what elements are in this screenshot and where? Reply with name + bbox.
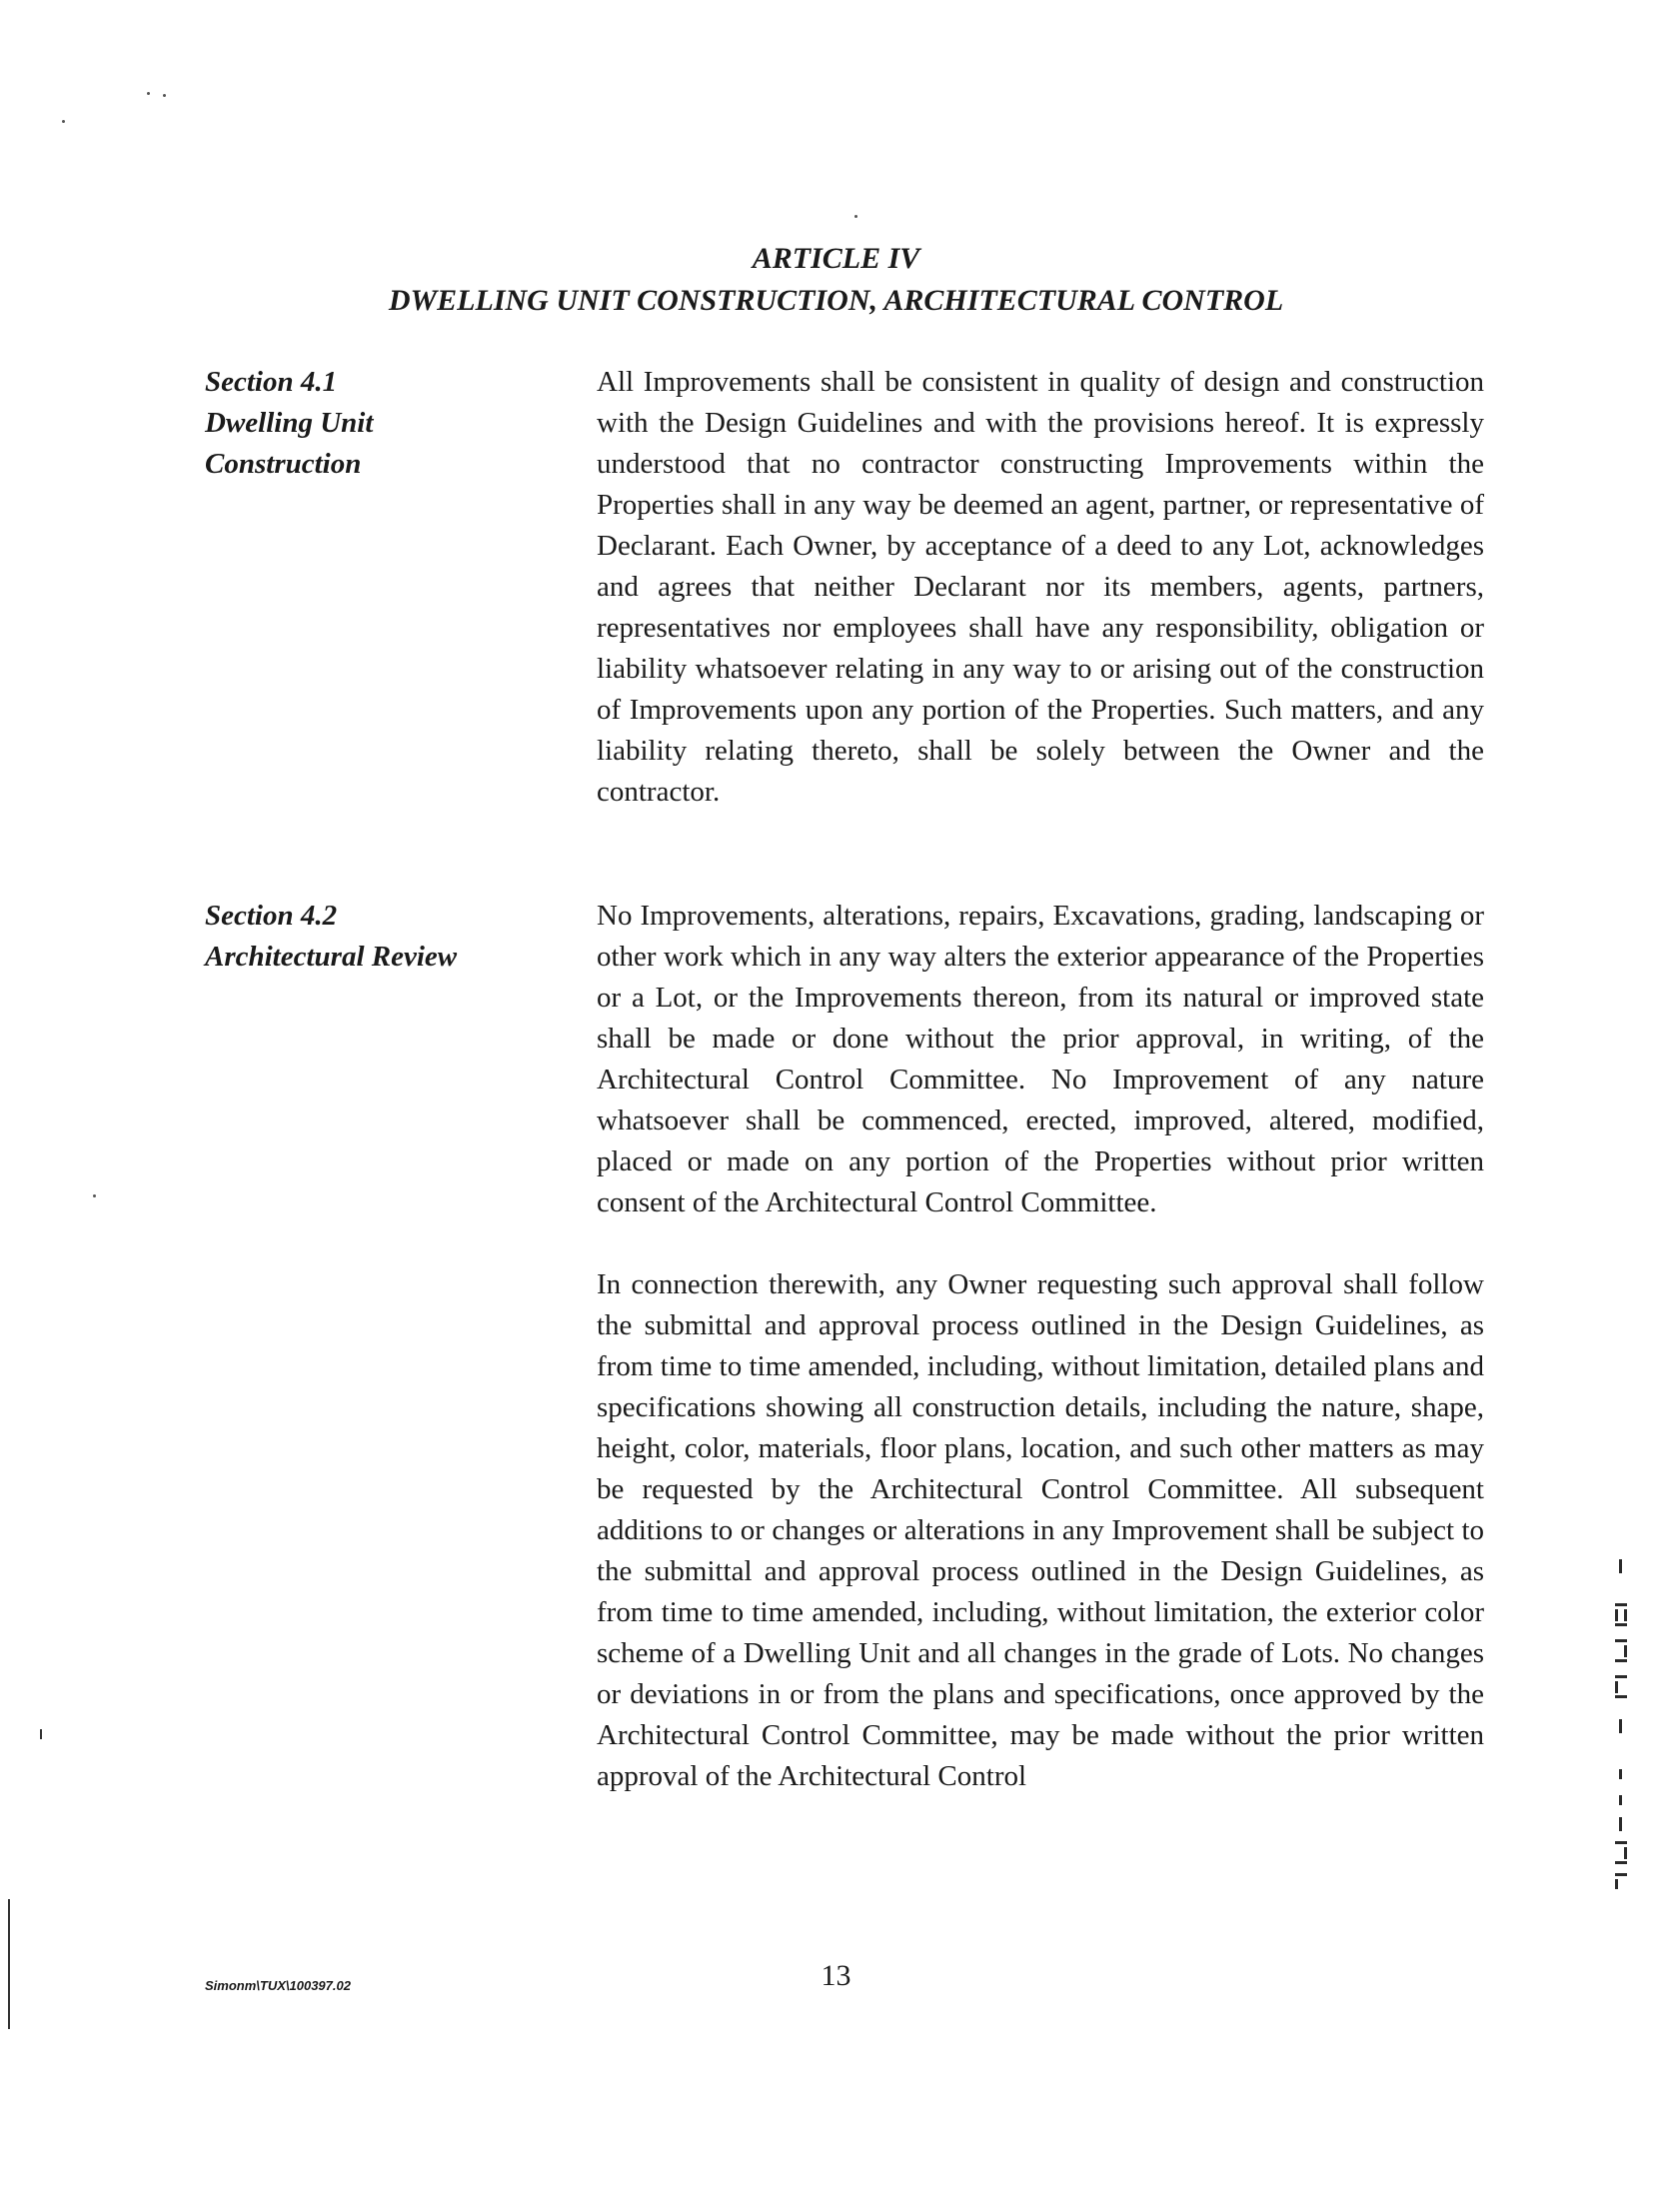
scan-speck: [147, 92, 150, 95]
section-number: Section 4.1: [205, 366, 338, 398]
section-label: [205, 896, 565, 978]
section-label: [205, 362, 565, 485]
file-reference: Simonm\TUX\100397.02: [205, 1978, 351, 1993]
bates-stamp-mark: [1609, 1559, 1633, 1889]
section-title-line: Construction: [205, 448, 362, 480]
section-number: Section 4.2: [205, 900, 338, 932]
article-title: DWELLING UNIT CONSTRUCTION, ARCHITECTURAL CONTROL: [388, 284, 1284, 317]
scan-mark: [40, 1729, 42, 1739]
scan-speck: [62, 120, 65, 123]
section-body: [597, 362, 1484, 813]
article-number: ARTICLE IV: [752, 242, 920, 275]
article-heading: [0, 238, 1672, 322]
page-number: 13: [821, 1959, 851, 1992]
scan-speck: [854, 215, 857, 218]
section-body: [597, 896, 1484, 1797]
section-title-line: Dwelling Unit: [205, 407, 374, 439]
scan-speck: [163, 94, 166, 97]
section-paragraph: No Improvements, alterations, repairs, Excavations, grading, landscaping or other work which in any way alters the exterior appearance of the Properties or a Lot, or the Improvements thereon, from its natural or improved state shall be made or done without the prior approval, in writing, of the Architectural Control Committee. No Improvement of any nature whatsoever shall be commenced, erected, improved, altered, modified, placed or made on any portion of the Properties without prior written consent of the Architectural Control Committee.: [597, 900, 1484, 1218]
scan-speck: [93, 1194, 96, 1197]
section-paragraph: In connection therewith, any Owner requesting such approval shall follow the submittal and approval process outlined in the Design Guidelines, as from time to time amended, including, without limitation, detailed plans and specifications showing all construction details, including the nature, shape, height, color, materials, floor plans, location, and such other matters as may be requested by the Architectural Control Committee. All subsequent additions to or changes or alterations in any Improvement shall be subject to the submittal and approval process outlined in the Design Guidelines, as from time to time amended, including, without limitation, the exterior color scheme of a Dwelling Unit and all changes in the grade of Lots. No changes or deviations in or from the plans and specifications, once approved by the Architectural Control Committee, may be made without the prior written approval of the Architectural Control: [597, 1268, 1484, 1792]
section-paragraph: All Improvements shall be consistent in quality of design and construction with the Design Guidelines and with the provisions hereof. It is expressly understood that no contractor constructing Improvements within the Properties shall in any way be deemed an agent, partner, or representative of Declarant. Each Owner, by acceptance of a deed to any Lot, acknowledges and agrees that neither Declarant nor its members, agents, partners, representatives nor employees shall have any responsibility, obligation or liability whatsoever relating in any way to or arising out of the construction of Improvements upon any portion of the Properties. Such matters, and any liability relating thereto, shall be solely between the Owner and the contractor.: [597, 366, 1484, 808]
section-title-line: Architectural Review: [205, 941, 458, 973]
